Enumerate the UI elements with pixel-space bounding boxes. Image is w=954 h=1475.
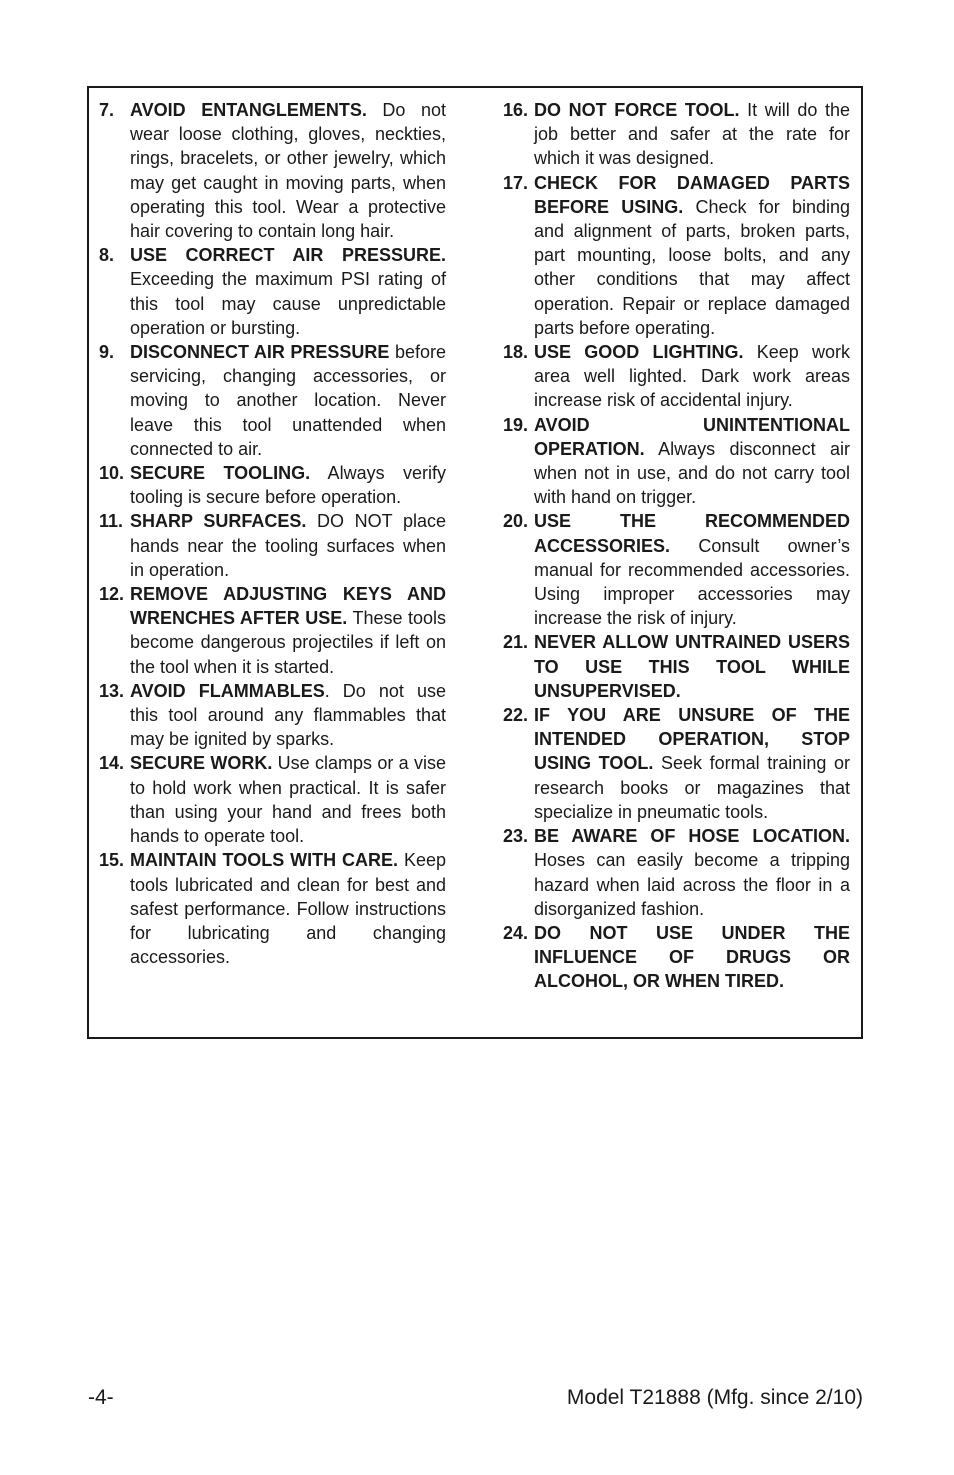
item-number: 9. [99,342,115,363]
item-title: AVOID UNINTENTIONAL OPERATION. [534,414,850,459]
item-text: DO NOT place hands near the tooling surfaces when in operation. [130,511,446,580]
item-number: 20. [503,511,529,532]
item-text: These tools become dangerous projectiles if left on the tool when it is started. [130,608,446,677]
list-item [99,340,446,461]
item-title: DO NOT USE UNDER THE INFLUENCE OF DRUGS OR ALCOHOL, OR WHEN TIRED. [534,922,850,992]
list-item [99,582,446,679]
list-item [99,509,446,582]
item-number: 10. [99,463,125,484]
list-item [99,848,446,969]
item-text: Use clamps or a vise to hold work when practical. It is safer than using your hand and frees both hands to operate tool. [130,753,446,847]
item-title: BE AWARE OF HOSE LOCATION. [534,826,850,847]
page-number: -4- [88,1386,114,1409]
list-item [503,413,850,510]
item-number: 18. [503,342,529,363]
item-title: AVOID ENTANGLEMENTS. [130,100,367,120]
list-item [503,921,850,994]
item-number: 7. [99,100,115,120]
item-title: NEVER ALLOW UNTRAINED USERS TO USE THIS TOOL WHILE UNSUPERVISED. [534,632,850,701]
list-item [503,98,850,171]
list-item [503,824,850,921]
item-title: SHARP SURFACES. [130,511,307,532]
left-column [99,98,446,969]
item-number: 23. [503,826,529,847]
item-title: IF YOU ARE UNSURE OF THE INTENDED OPERATION, STOP USING TOOL. [534,705,850,774]
list-item [99,98,446,243]
item-number: 13. [99,680,125,701]
item-number: 12. [99,584,125,605]
item-number: 14. [99,753,125,774]
item-title: MAINTAIN TOOLS WITH CARE. [130,850,399,871]
item-text: Keep work area well lighted. Dark work areas increase risk of accidental injury. [534,342,850,411]
item-title: USE GOOD LIGHTING. [534,342,744,363]
item-text: Seek formal training or research books or magazines that specialize in pneumatic tools. [534,753,850,822]
item-text: before servicing, changing accessories, or moving to another location. Never leave this tool unattended when connected to air. [130,342,446,459]
item-number: 17. [503,172,529,193]
item-text: Always verify tooling is secure before operation. [130,463,447,508]
item-title: AVOID FLAMMABLES [130,680,325,701]
list-item [503,171,850,340]
item-number: 11. [99,511,124,532]
list-item [99,679,446,752]
item-title: USE THE RECOMMENDED ACCESSORIES. [534,511,850,556]
item-text: Hoses can easily become a tripping hazard when laid across the floor in a disorganized fashion. [534,850,850,919]
item-text: It will do the job better and safer at the rate for which it was designed. [534,100,851,169]
right-column [503,98,850,994]
item-title: SECURE TOOLING. [130,463,311,484]
list-item [99,243,446,340]
item-title: USE CORRECT AIR PRESSURE. [130,245,446,266]
list-item [99,461,446,509]
item-number: 15. [99,850,125,871]
item-text: Keep tools lubricated and clean for best and safest performance. Follow instructions for lubricating and changing accessories. [130,850,446,968]
item-number: 8. [99,245,115,266]
item-title: DO NOT FORCE TOOL. [534,100,740,120]
item-number: 19. [503,414,529,435]
item-text: Always disconnect air when not in use, and do not carry tool with hand on trigger. [534,438,850,508]
list-item [503,340,850,413]
list-item [503,509,850,630]
list-item [503,703,850,824]
item-text: Exceeding the maximum PSI rating of this tool may cause unpredictable operation or bursting. [130,269,446,338]
item-title: CHECK FOR DAMAGED PARTS BEFORE USING. [534,172,850,217]
item-text: Consult owner’s manual for recommended accessories. Using improper accessories may increase the risk of injury. [534,535,850,629]
item-number: 22. [503,705,529,726]
item-title: DISCONNECT AIR PRESSURE [130,342,390,363]
item-text: Do not wear loose clothing, gloves, neckties, rings, bracelets, or other jewelry, which may get caught in moving parts, when operating this tool. Wear a protective hair covering to contain long hair. [130,100,446,242]
item-number: 16. [503,100,529,120]
item-title: SECURE WORK. [130,753,273,774]
item-title: REMOVE ADJUSTING KEYS AND WRENCHES AFTER USE. [130,584,446,629]
item-text: . Do not use this tool around any flammables that may be ignited by sparks. [130,680,447,750]
list-item [503,630,850,703]
item-text: Check for binding and alignment of parts, broken parts, part mounting, loose bolts, and any other conditions that may affect operation. Repair or replace damaged parts before operating. [534,196,850,338]
model-label: Model T21888 (Mfg. since 2/10) [566,1386,863,1409]
item-number: 24. [503,922,529,943]
item-number: 21. [503,632,529,653]
list-item [99,751,446,848]
